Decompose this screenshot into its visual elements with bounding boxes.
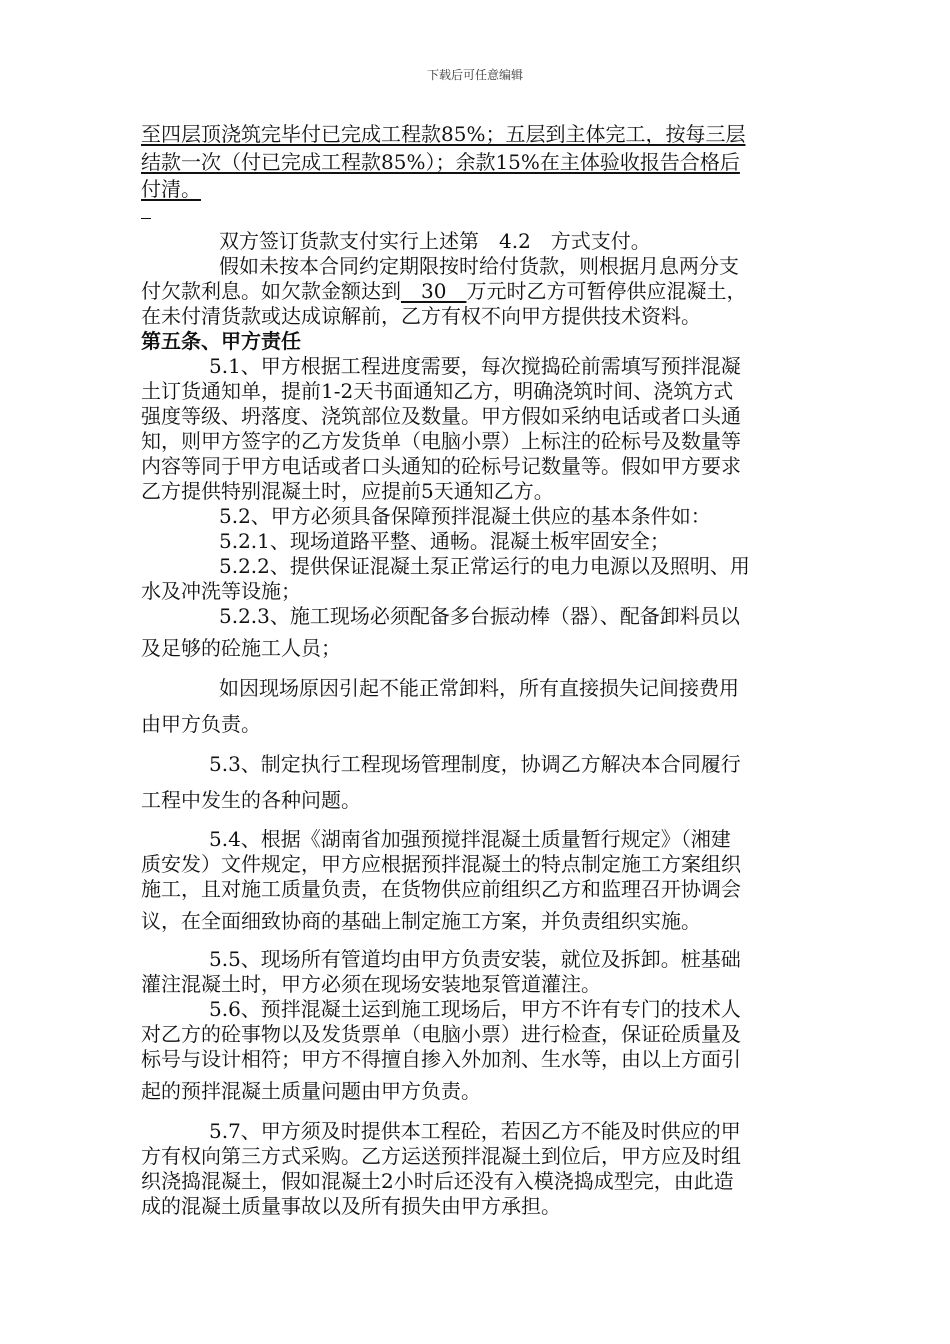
text-line: 5.2.3、施工现场必须配备多台振动棒（器）、配备卸料员以 xyxy=(219,604,740,628)
text-line: 5.4、根据《湖南省加强预搅拌混凝土质量暂行规定》（湘建 xyxy=(209,827,731,851)
text-line: 如因现场原因引起不能正常卸料，所有直接损失记间接费用 xyxy=(219,676,739,700)
text-line: 乙方提供特别混凝土时，应提前5天通知乙方。 xyxy=(141,479,554,503)
text-line: 水及冲洗等设施； xyxy=(141,579,301,603)
text-line: 及足够的砼施工人员； xyxy=(141,636,341,660)
text-line: 5.2、甲方必须具备保障预拌混凝土供应的基本条件如： xyxy=(219,504,711,528)
text-line: 对乙方的砼事物以及发货票单（电脑小票）进行检查，保证砼质量及 xyxy=(141,1022,741,1046)
text-line: 知，则甲方签字的乙方发货单（电脑小票）上标注的砼标号及数量等 xyxy=(141,429,741,453)
page-header-note: 下载后可任意编辑 xyxy=(426,68,523,82)
text-line: 结款一次（付已完成工程款85%）；余款15%在主体验收报告合格后 xyxy=(141,150,740,174)
text-line: 施工，且对施工质量负责，在货物供应前组织乙方和监理召开协调会 xyxy=(141,877,741,901)
section-heading: 第五条、甲方责任 xyxy=(141,329,301,353)
text-line: 5.2.2、提供保证混凝土泵正常运行的电力电源以及照明、用 xyxy=(219,554,750,578)
text-line: 内容等同于甲方电话或者口头通知的砼标号记数量等。假如甲方要求 xyxy=(141,454,741,478)
text-line: 质安发）文件规定，甲方应根据预拌混凝土的特点制定施工方案组织 xyxy=(141,852,741,876)
text-line: 5.2.1、现场道路平整、通畅。混凝土板牢固安全； xyxy=(219,529,670,553)
text-segment: 万元时乙方可暂停供应混凝土， xyxy=(466,279,747,303)
amount-blank: 30 xyxy=(401,279,467,303)
text-line: 双方签订货款支付实行上述第 4.2 方式支付。 xyxy=(219,229,651,253)
text-line: 议，在全面细致协商的基础上制定施工方案，并负责组织实施。 xyxy=(141,909,701,933)
text-line: 5.3、制定执行工程现场管理制度，协调乙方解决本合同履行 xyxy=(209,752,741,776)
text-line: 灌注混凝土时，甲方必须在现场安装地泵管道灌注。 xyxy=(141,972,601,996)
text-line: 起的预拌混凝土质量问题由甲方负责。 xyxy=(141,1079,481,1103)
text-line: 织浇捣混凝土，假如混凝土2小时后还没有入模浇捣成型完，由此造 xyxy=(141,1169,734,1193)
text-line: 5.1、甲方根据工程进度需要，每次搅捣砼前需填写预拌混凝 xyxy=(209,354,741,378)
text-line: 强度等级、坍落度、浇筑部位及数量。甲方假如采纳电话或者口头通 xyxy=(141,404,741,428)
text-line: 至四层顶浇筑完毕付已完成工程款85%；五层到主体完工，按每三层 xyxy=(141,122,746,146)
text-line: 5.5、现场所有管道均由甲方负责安装，就位及拆卸。桩基础 xyxy=(209,947,741,971)
text-line: 5.6、预拌混凝土运到施工现场后，甲方不许有专门的技术人 xyxy=(209,997,741,1021)
text-line: 付清。 xyxy=(141,177,201,201)
text-line: 方有权向第三方式采购。乙方运送预拌混凝土到位后，甲方应及时组 xyxy=(141,1144,741,1168)
text-line: 由甲方负责。 xyxy=(141,712,261,736)
stray-underline xyxy=(141,218,151,219)
text-line xyxy=(141,279,746,303)
text-line: 在未付清货款或达成谅解前，乙方有权不向甲方提供技术资料。 xyxy=(141,304,701,328)
text-line: 土订货通知单，提前1-2天书面通知乙方，明确浇筑时间、浇筑方式 xyxy=(141,379,734,403)
text-line: 成的混凝土质量事故以及所有损失由甲方承担。 xyxy=(141,1194,561,1218)
text-line: 假如未按本合同约定期限按时给付货款，则根据月息两分支 xyxy=(219,254,739,278)
text-line: 5.7、甲方须及时提供本工程砼，若因乙方不能及时供应的甲 xyxy=(209,1119,741,1143)
text-line: 工程中发生的各种问题。 xyxy=(141,788,361,812)
text-line: 标号与设计相符；甲方不得擅自掺入外加剂、生水等，由以上方面引 xyxy=(141,1047,741,1071)
text-segment: 付欠款利息。如欠款金额达到 xyxy=(141,279,401,303)
